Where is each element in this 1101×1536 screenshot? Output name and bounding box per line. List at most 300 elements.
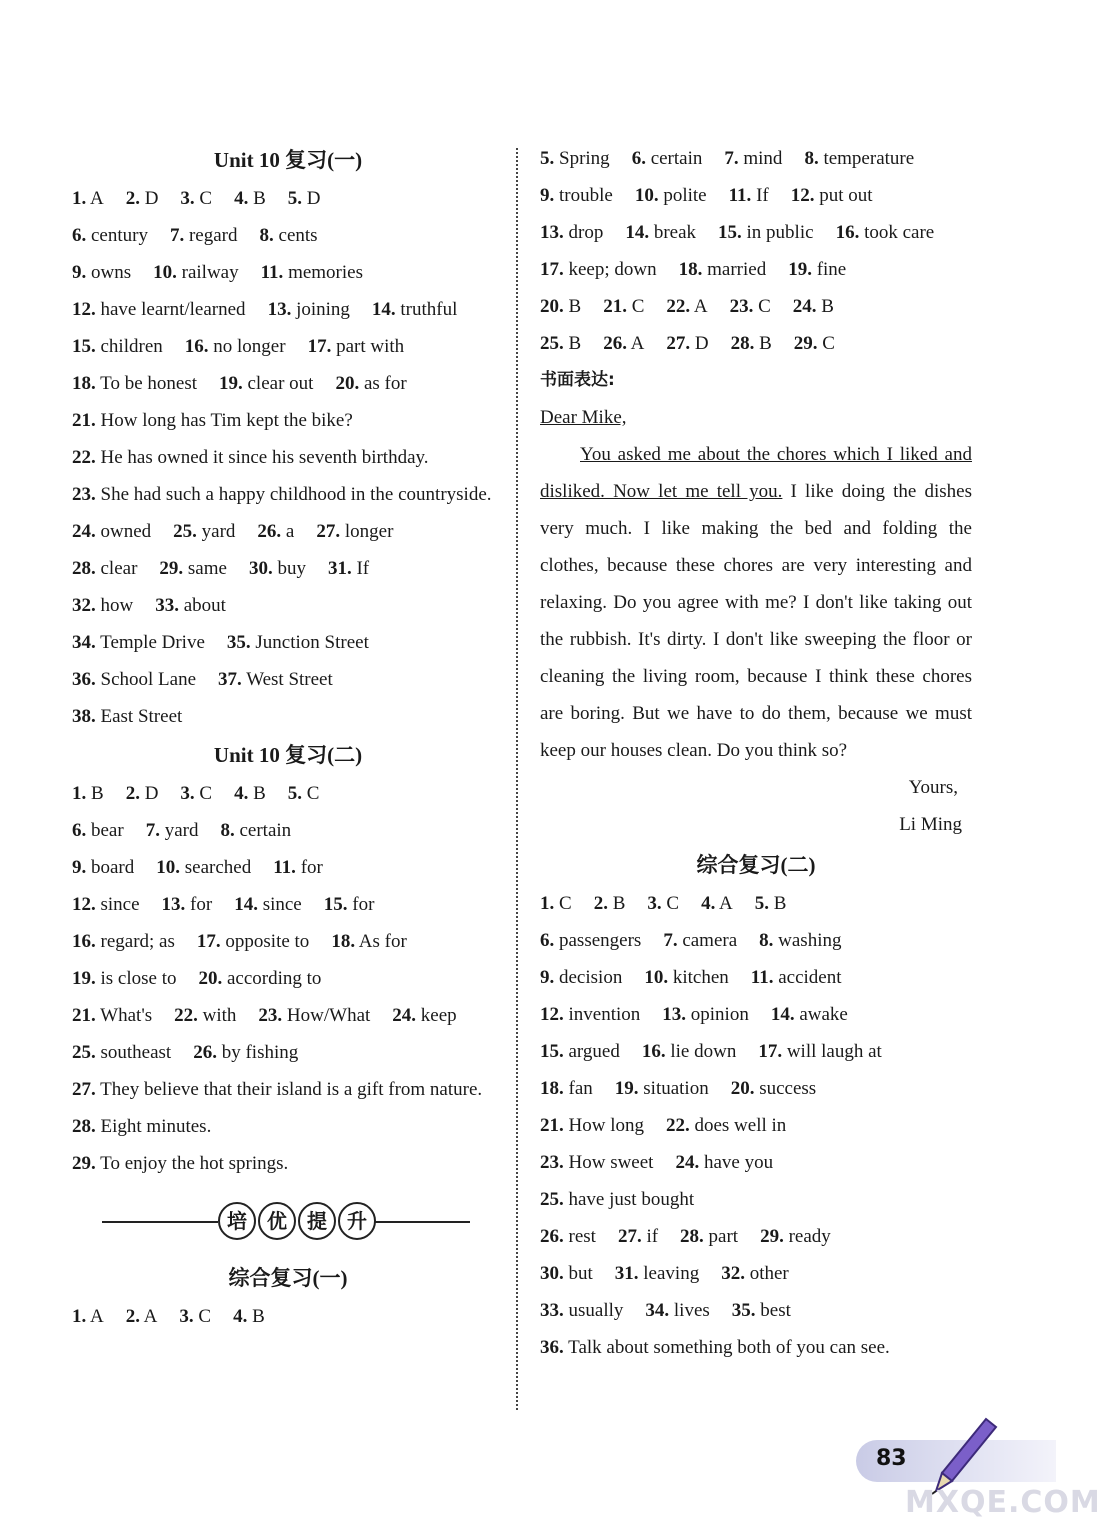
answer-text: mind [743,148,783,169]
answer-text: bear [91,820,124,841]
answer-text: memories [288,262,363,283]
answer-item [193,1042,298,1063]
answer-number: 25. [540,333,564,354]
answer-item [751,967,842,988]
answer-number: 3. [180,188,195,209]
answer-line [72,402,504,439]
answer-text: yard [201,521,236,542]
answer-text: C [306,783,320,804]
answer-text: owns [91,262,132,283]
answer-line [540,1070,972,1107]
answer-text: A [89,188,104,209]
answer-number: 30. [540,1263,564,1284]
answer-item [718,222,814,243]
answer-line [72,513,504,550]
answer-number: 27. [666,333,691,354]
answer-item [234,894,302,915]
answer-number: 6. [72,820,87,841]
answer-number: 14. [625,222,650,243]
answer-text: took care [864,222,935,243]
answer-list [72,513,504,735]
answer-item [540,1300,623,1321]
answer-number: 15. [72,336,96,357]
answer-item [174,1005,236,1026]
answer-number: 28. [72,1116,96,1137]
answer-item [233,1306,265,1327]
answer-line [72,775,504,812]
banner-char: 提 [298,1202,336,1240]
answer-number: 4. [701,893,716,914]
answer-line [540,140,972,177]
answer-text: for [300,857,323,878]
answer-text: C [198,1306,212,1327]
answer-text: rest [568,1226,596,1247]
answer-text: best [760,1300,791,1321]
answer-item [72,595,133,616]
answer-number: 29. [159,558,184,579]
answer-item [603,296,644,317]
answer-item [540,1263,593,1284]
answer-text: searched [184,857,252,878]
answer-number: 7. [145,820,160,841]
answer-text: have you [703,1152,774,1173]
answer-number: 19. [72,968,96,989]
answer-line [72,886,504,923]
answer-text: B [253,188,266,209]
answer-item [675,1152,773,1173]
answer-number: 28. [72,558,96,579]
answer-text: will laugh at [786,1041,882,1062]
answer-text: B [759,333,772,354]
answer-item [156,857,251,878]
answer-text: have learnt/learned [100,299,246,320]
answer-item [625,222,696,243]
answer-item [72,188,104,209]
page-number: 83 [876,1446,907,1471]
answer-text: no longer [213,336,286,357]
answer-number: 21. [72,1005,96,1026]
answer-text: Junction Street [255,632,369,653]
answer-item [72,968,177,989]
answer-text: opinion [690,1004,749,1025]
answer-text: D [144,783,159,804]
answer-text: D [306,188,321,209]
answer-item [220,820,291,841]
answer-line [540,1218,972,1255]
banner-rule-right [368,1221,470,1223]
answer-number: 7. [724,148,739,169]
answer-number: 22. [174,1005,198,1026]
answer-line [72,365,504,402]
answer-number: 24. [392,1005,417,1026]
answer-item [258,1005,370,1026]
answer-number: 9. [72,857,87,878]
answer-number: 9. [72,262,87,283]
answer-item [179,1306,211,1327]
answer-item [615,1263,699,1284]
answer-line [540,1329,972,1366]
answer-number: 19. [219,373,243,394]
answer-item [126,783,159,804]
answer-text: part [708,1226,739,1247]
answer-item [540,1337,890,1358]
answer-item [647,893,679,914]
answer-number: 1. [72,783,87,804]
answer-item [836,222,935,243]
answer-number: 23. [72,484,96,505]
answer-text: B [568,333,582,354]
answer-line [540,1144,972,1181]
answer-line [540,288,972,325]
answer-number: 2. [125,783,140,804]
answer-item [72,1042,171,1063]
answer-text: joining [296,299,350,320]
answer-line [72,923,504,960]
answer-line [72,1145,504,1182]
answer-number: 5. [754,893,769,914]
answer-text: accident [778,967,842,988]
banner-chars [218,1202,376,1240]
answer-number: 21. [540,1115,564,1136]
answer-item [663,930,737,951]
answer-number: 25. [72,1042,96,1063]
answer-text: success [759,1078,817,1099]
writing-label: 书面表达: [540,370,615,390]
answer-item [666,333,708,354]
answer-text: how [100,595,134,616]
answer-text: If [356,558,370,579]
answer-item [771,1004,848,1025]
answer-item [540,1041,620,1062]
answer-number: 18. [72,373,96,394]
answer-number: 32. [721,1263,745,1284]
answer-number: 20. [335,373,360,394]
answer-item [197,931,309,952]
answer-item [760,1226,831,1247]
answer-number: 8. [759,930,774,951]
answer-item [72,521,151,542]
answer-line [540,251,972,288]
answer-line [540,1107,972,1144]
answer-item [662,1004,749,1025]
answer-line [540,996,972,1033]
answer-text: put out [819,185,873,206]
answer-number: 5. [540,148,555,169]
answer-text: ready [788,1226,831,1247]
answer-text: D [144,188,159,209]
answer-item [794,333,835,354]
answer-item [724,148,782,169]
answer-item [261,262,363,283]
answer-number: 4. [234,188,249,209]
answer-item [72,1153,288,1174]
answer-item [540,1004,640,1025]
answer-text: cents [278,225,318,246]
answer-item [594,893,626,914]
answer-text: by fishing [221,1042,299,1063]
answer-number: 2. [125,188,140,209]
answer-text: B [612,893,626,914]
answer-item [701,893,733,914]
answer-text: fan [568,1078,593,1099]
answer-item [615,1078,709,1099]
answer-text: polite [663,185,707,206]
answer-list [72,1108,504,1182]
answer-text: buy [277,558,306,579]
answer-item [540,222,603,243]
letter-underlined: You asked me about the chores which I liked and disliked. Now let me tell you. [540,444,972,502]
answer-number: 12. [790,185,815,206]
answer-text: Spring [559,148,610,169]
answer-item [257,521,294,542]
answer-number: 21. [603,296,627,317]
answer-number: 28. [730,333,755,354]
answer-item [72,894,140,915]
answer-line [540,1292,972,1329]
answer-number: 16. [184,336,209,357]
answer-text: What's [100,1005,153,1026]
answer-text: washing [778,930,842,951]
answer-text: camera [682,930,738,951]
answer-line [540,922,972,959]
answer-text: argued [568,1041,620,1062]
answer-text: other [749,1263,789,1284]
answer-line [72,661,504,698]
answer-text: B [252,1306,265,1327]
answer-number: 1. [540,893,555,914]
answer-item [72,447,429,468]
answer-number: 7. [169,225,185,246]
answer-number: 1. [72,1306,87,1327]
answer-number: 2. [125,1306,140,1327]
answer-text: regard; as [100,931,175,952]
banner-char: 升 [338,1202,376,1240]
answer-text: drop [568,222,604,243]
answer-list [540,885,972,1366]
answer-item [227,632,369,653]
section-title-unit10-review1: Unit 10 复习(一) [213,148,363,172]
letter-body [540,436,972,769]
answer-text: B [253,783,266,804]
answer-number: 23. [258,1005,283,1026]
answer-number: 7. [663,930,678,951]
answer-number: 3. [180,783,195,804]
answer-line [540,325,972,362]
answer-number: 27. [316,521,341,542]
answer-item [72,262,131,283]
answer-number: 27. [72,1079,96,1100]
answer-text: with [202,1005,237,1026]
answer-number: 13. [662,1004,687,1025]
answer-number: 10. [634,185,659,206]
banner-rule-left [102,1221,218,1223]
answer-list [72,1298,504,1335]
answer-text: C [666,893,680,914]
answer-item [758,1041,881,1062]
answer-wrapped [72,476,504,513]
answer-number: 6. [631,148,646,169]
answer-text: She had such a happy childhood in the countryside. [100,484,492,505]
answer-number: 14. [234,894,258,915]
answer-text: certain [650,148,703,169]
answer-number: 15. [718,222,742,243]
answer-item [185,336,286,357]
answer-text: certain [239,820,292,841]
answer-line [72,1034,504,1071]
answer-text: fine [816,259,847,280]
answer-text: owned [100,521,152,542]
answer-text: A [143,1306,158,1327]
answer-text: a [285,521,295,542]
answer-number: 23. [540,1152,564,1173]
answer-number: 11. [273,857,296,878]
answer-text: Temple Drive [100,632,205,653]
answer-item [791,185,873,206]
answer-text: southeast [100,1042,172,1063]
answer-number: 20. [198,968,223,989]
answer-line [72,291,504,328]
answer-number: 18. [331,931,356,952]
answer-text: board [91,857,135,878]
answer-item [788,259,846,280]
answer-item [316,521,393,542]
answer-text: for [352,894,375,915]
answer-text: awake [799,1004,848,1025]
answer-text: since [100,894,140,915]
answer-text: To be honest [100,373,197,394]
answer-item [72,1005,152,1026]
answer-item [540,333,581,354]
answer-item [72,410,353,431]
answer-item [540,1226,596,1247]
answer-item [72,225,148,246]
answer-number: 34. [645,1300,670,1321]
answer-item [540,1189,694,1210]
answer-item [288,783,320,804]
answer-number: 2. [593,893,608,914]
answer-text: kitchen [672,967,729,988]
answer-number: 29. [760,1226,784,1247]
answer-item [219,373,313,394]
letter-closing: Yours, [908,777,958,798]
answer-item [72,931,175,952]
answer-number: 29. [72,1153,96,1174]
answer-text: is close to [100,968,177,989]
answer-text: West Street [246,669,333,690]
answer-number: 13. [540,222,564,243]
answer-item [603,333,644,354]
answer-number: 30. [248,558,273,579]
answer-item [72,1306,104,1327]
answer-number: 8. [220,820,235,841]
answer-text: usually [568,1300,624,1321]
answer-item [234,783,266,804]
answer-number: 31. [327,558,352,579]
answer-item [540,259,657,280]
answer-text: have just bought [568,1189,695,1210]
answer-item [328,558,369,579]
answer-number: 20. [540,296,564,317]
answer-number: 1. [72,188,87,209]
answer-number: 27. [617,1226,642,1247]
answer-number: 16. [835,222,860,243]
answer-number: 8. [804,148,819,169]
answer-text: They believe that their island is a gift from nature. [100,1079,483,1100]
answer-number: 12. [72,894,96,915]
answer-item [268,299,350,320]
answer-text: How long [568,1115,644,1136]
answer-item [540,148,610,169]
answer-number: 36. [72,669,96,690]
answer-text: in public [746,222,814,243]
answer-item [540,930,641,951]
answer-item [153,262,238,283]
answer-text: B [568,296,582,317]
answer-text: opposite to [225,931,310,952]
answer-text: C [199,188,213,209]
answer-number: 8. [259,225,274,246]
answer-item [540,967,622,988]
answer-number: 13. [267,299,292,320]
answer-text: passengers [559,930,642,951]
answer-item [288,188,321,209]
answer-number: 9. [540,967,555,988]
answer-text: How sweet [568,1152,654,1173]
answer-line [72,1298,504,1335]
answer-text: How/What [286,1005,371,1026]
answer-number: 33. [540,1300,564,1321]
answer-item [218,669,333,690]
answer-number: 17. [758,1041,783,1062]
answer-number: 3. [179,1306,194,1327]
answer-item [72,820,124,841]
answer-item [666,1115,786,1136]
answer-line [72,1108,504,1145]
answer-text: married [707,259,767,280]
answer-line [540,214,972,251]
answer-list [72,775,504,1071]
answer-text: part with [336,336,405,357]
answer-line [72,328,504,365]
answer-number: 13. [161,894,186,915]
answer-number: 36. [540,1337,564,1358]
answer-text: since [262,894,302,915]
answer-number: 9. [540,185,555,206]
answer-item [72,857,134,878]
column-divider [516,148,518,1410]
answer-number: 10. [156,857,181,878]
answer-text: truthful [400,299,458,320]
answer-number: 28. [680,1226,704,1247]
answer-number: 35. [731,1300,756,1321]
answer-text: children [100,336,163,357]
answer-number: 31. [614,1263,639,1284]
answer-number: 17. [196,931,221,952]
letter-greeting: Dear Mike, [540,407,627,428]
answer-item [72,1116,211,1137]
answer-text: trouble [559,185,613,206]
answer-text: C [559,893,572,914]
answer-number: 38. [72,706,96,727]
answer-number: 21. [72,410,96,431]
answer-text: Talk about something both of you can see. [568,1337,890,1358]
answer-item [804,148,914,169]
answer-number: 25. [173,521,197,542]
answer-text: C [199,783,213,804]
answer-text: C [822,333,835,354]
answer-number: 10. [153,262,177,283]
answer-number: 18. [678,259,703,280]
